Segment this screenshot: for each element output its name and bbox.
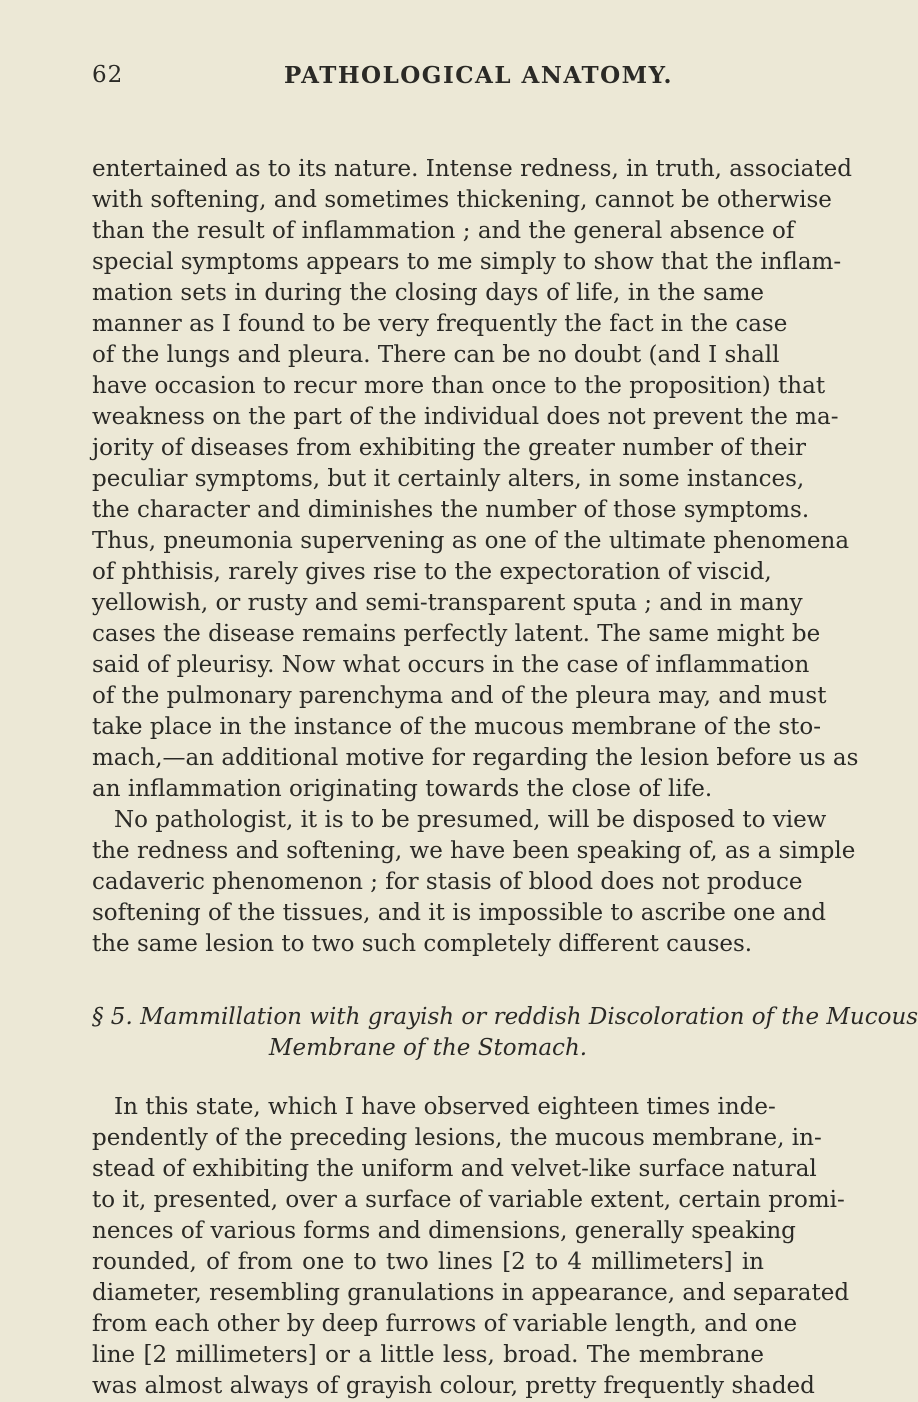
text-line: cases the disease remains perfectly latent. The same might be: [92, 621, 821, 647]
text-line: No pathologist, it is to be presumed, will be disposed to view: [114, 807, 827, 833]
text-line: was almost always of grayish colour, pretty frequently shaded: [92, 1373, 815, 1399]
text-line: line [2 millimeters] or a little less, broad. The membrane: [92, 1342, 764, 1368]
text-line: of phthisis, rarely gives rise to the expectoration of viscid,: [92, 559, 772, 585]
section-heading: [92, 1002, 918, 1064]
text-line: pendently of the preceding lesions, the mucous membrane, in-: [92, 1125, 822, 1151]
paragraph-2: [92, 805, 856, 960]
page-number: 62: [92, 62, 124, 88]
text-line: from each other by deep furrows of variable length, and one: [92, 1311, 798, 1337]
text-line: with softening, and sometimes thickening, cannot be otherwise: [92, 187, 832, 213]
text-line: entertained as to its nature. Intense redness, in truth, associated: [92, 156, 852, 182]
text-line: weakness on the part of the individual does not prevent the ma-: [92, 404, 839, 430]
text-line: to it, presented, over a surface of variable extent, certain promi-: [92, 1187, 845, 1213]
text-line: take place in the instance of the mucous membrane of the sto-: [92, 714, 822, 740]
running-title: PATHOLOGICAL ANATOMY.: [284, 62, 674, 89]
text-line: mach,—an additional motive for regarding the lesion before us as: [92, 745, 859, 771]
text-line: an inflammation originating towards the close of life.: [92, 776, 713, 802]
text-line: stead of exhibiting the uniform and velvet-like surface natural: [92, 1156, 817, 1182]
text-line: diameter, resembling granulations in appearance, and separated: [92, 1280, 850, 1306]
text-line: In this state, which I have observed eighteen times inde-: [114, 1094, 776, 1120]
text-line: peculiar symptoms, but it certainly alters, in some instances,: [92, 466, 805, 492]
text-line: yellowish, or rusty and semi-transparent sputa ; and in many: [92, 590, 803, 616]
section-heading-line: § 5. Mammillation with grayish or reddish Discoloration of the Mucous: [92, 1004, 918, 1030]
paragraph-1: [92, 154, 859, 805]
running-head: [92, 48, 764, 88]
text-line: the redness and softening, we have been speaking of, as a simple: [92, 838, 856, 864]
text-line: nences of various forms and dimensions, generally speaking: [92, 1218, 796, 1244]
section-heading-line: Membrane of the Stomach.: [268, 1035, 588, 1061]
text-line: softening of the tissues, and it is impossible to ascribe one and: [92, 900, 827, 926]
text-line: manner as I found to be very frequently the fact in the case: [92, 311, 788, 337]
text-line: of the lungs and pleura. There can be no doubt (and I shall: [92, 342, 780, 368]
text-line: said of pleurisy. Now what occurs in the case of inflammation: [92, 652, 810, 678]
text-line: Thus, pneumonia supervening as one of the ultimate phenomena: [92, 528, 850, 554]
text-line: of the pulmonary parenchyma and of the pleura may, and must: [92, 683, 827, 709]
paragraph-3: [92, 1092, 850, 1402]
text-line: than the result of inflammation ; and the general absence of: [92, 218, 795, 244]
text-line: jority of diseases from exhibiting the greater number of their: [92, 435, 806, 461]
text-line: special symptoms appears to me simply to show that the inflam-: [92, 249, 842, 275]
text-line: have occasion to recur more than once to the proposition) that: [92, 373, 826, 399]
text-line: the character and diminishes the number of those symptoms.: [92, 497, 810, 523]
text-line: the same lesion to two such completely different causes.: [92, 931, 753, 957]
body-text: [92, 154, 859, 960]
text-line: rounded, of from one to two lines [2 to 4 millimeters] in: [92, 1249, 764, 1275]
text-line: mation sets in during the closing days of life, in the same: [92, 280, 764, 306]
text-line: cadaveric phenomenon ; for stasis of blood does not produce: [92, 869, 803, 895]
